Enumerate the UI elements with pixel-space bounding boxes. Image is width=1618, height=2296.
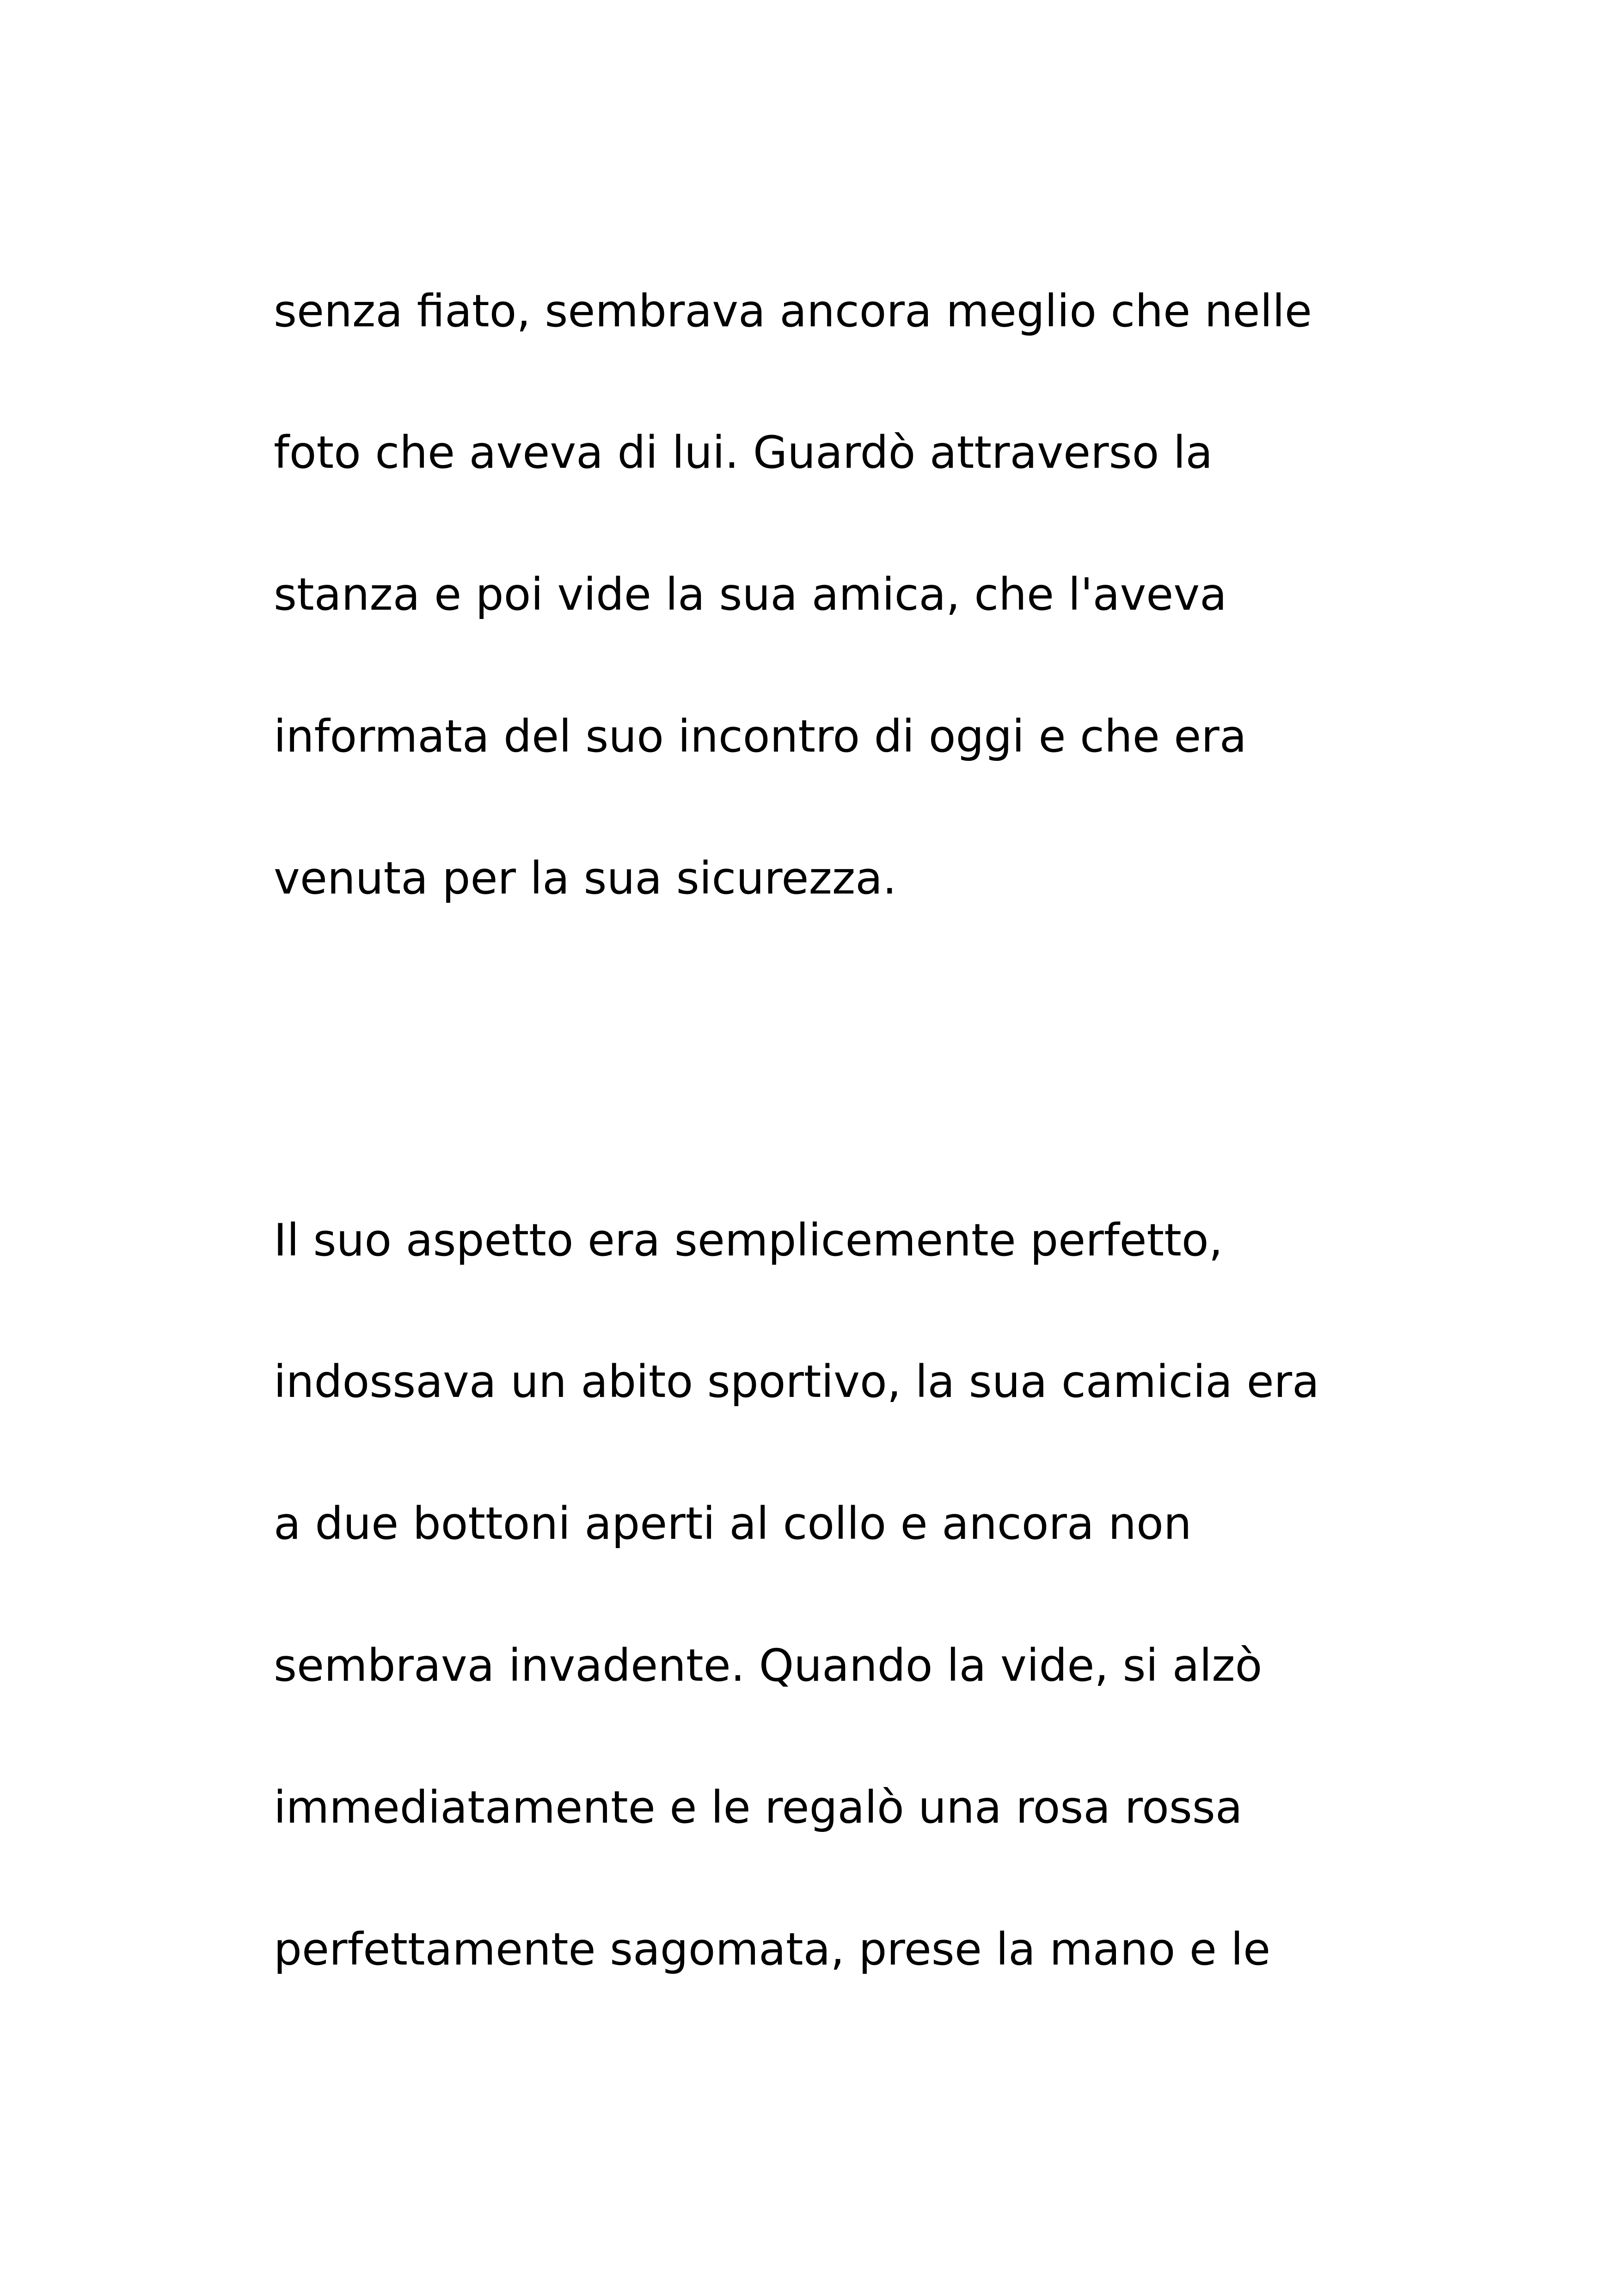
text-line: a due bottoni aperti al collo e ancora non bbox=[274, 1498, 1192, 1549]
text-line: foto che aveva di lui. Guardò attraverso la bbox=[274, 427, 1213, 478]
text-line: immediatamente e le regalò una rosa rossa bbox=[274, 1782, 1243, 1833]
text-line: sembrava invadente. Quando la vide, si alzò bbox=[274, 1640, 1263, 1691]
text-line: senza fiato, sembrava ancora meglio che nelle bbox=[274, 285, 1312, 337]
text-line: stanza e poi vide la sua amica, che l'aveva bbox=[274, 569, 1227, 620]
text-line: Il suo aspetto era semplicemente perfetto, bbox=[274, 1214, 1223, 1266]
text-line: venuta per la sua sicurezza. bbox=[274, 852, 897, 904]
text-line: indossava un abito sportivo, la sua camicia era bbox=[274, 1356, 1319, 1408]
text-line: informata del suo incontro di oggi e che era bbox=[274, 710, 1247, 762]
text-line: perfettamente sagomata, prese la mano e le bbox=[274, 1923, 1271, 1975]
